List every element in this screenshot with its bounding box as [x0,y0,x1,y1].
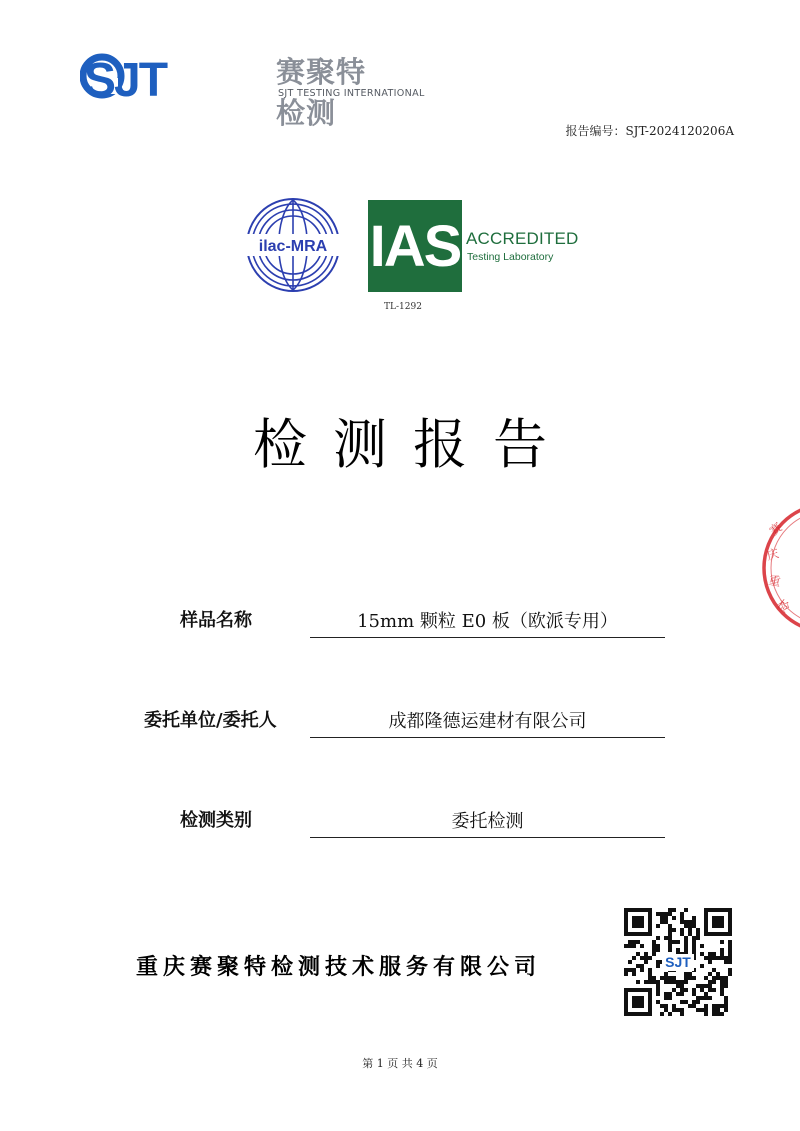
ias-accredited-label: ACCREDITED [466,229,579,248]
qr-center-label: SJT [665,954,691,970]
sjt-logo-mark-icon [80,48,270,108]
company-name: 重庆赛聚特检测技术服务有限公司 [136,955,542,980]
logo-chinese-name: 赛聚特检测 [276,55,367,130]
report-number: 报告编号：SJT-2024120206A [565,124,734,138]
client-label: 委托单位/委托人 [144,710,277,731]
ilac-text: ilac-MRA [258,238,328,255]
test-category-label: 检测类别 [180,810,252,831]
document-title: 检测报告 [253,413,573,476]
test-category-value: 委托检测 [451,811,524,832]
seal-icon [760,500,800,635]
svg-text:庆: 庆 [765,546,781,563]
test-category-underline [310,837,665,838]
ilac-globe-icon [244,196,342,294]
sample-name-underline [310,637,665,638]
sample-name-value: 15mm 颗粒 E0 板（欧派专用） [357,611,618,632]
svg-text:重: 重 [767,573,782,590]
client-value: 成都隆德运建材有限公司 [388,711,587,732]
qr-code [624,908,732,1016]
ias-subtitle: Testing Laboratory [467,251,554,263]
ias-text: IAS [369,213,461,279]
red-seal-stamp [760,500,800,635]
svg-text:SJT: SJT [84,54,167,107]
logo-english-name: SJT TESTING INTERNATIONAL [278,88,425,99]
page-number: 第 1 页 共 4 页 [362,1057,438,1070]
ias-mark [368,200,462,292]
client-underline [310,737,665,738]
svg-text:赛: 赛 [766,519,786,539]
ilac-mra-mark [244,196,342,294]
company-logo [80,48,425,130]
svg-text:检: 检 [774,596,793,616]
tl-number: TL-1292 [384,302,422,312]
qr-code-icon [624,908,732,1016]
sample-name-label: 样品名称 [180,610,252,631]
